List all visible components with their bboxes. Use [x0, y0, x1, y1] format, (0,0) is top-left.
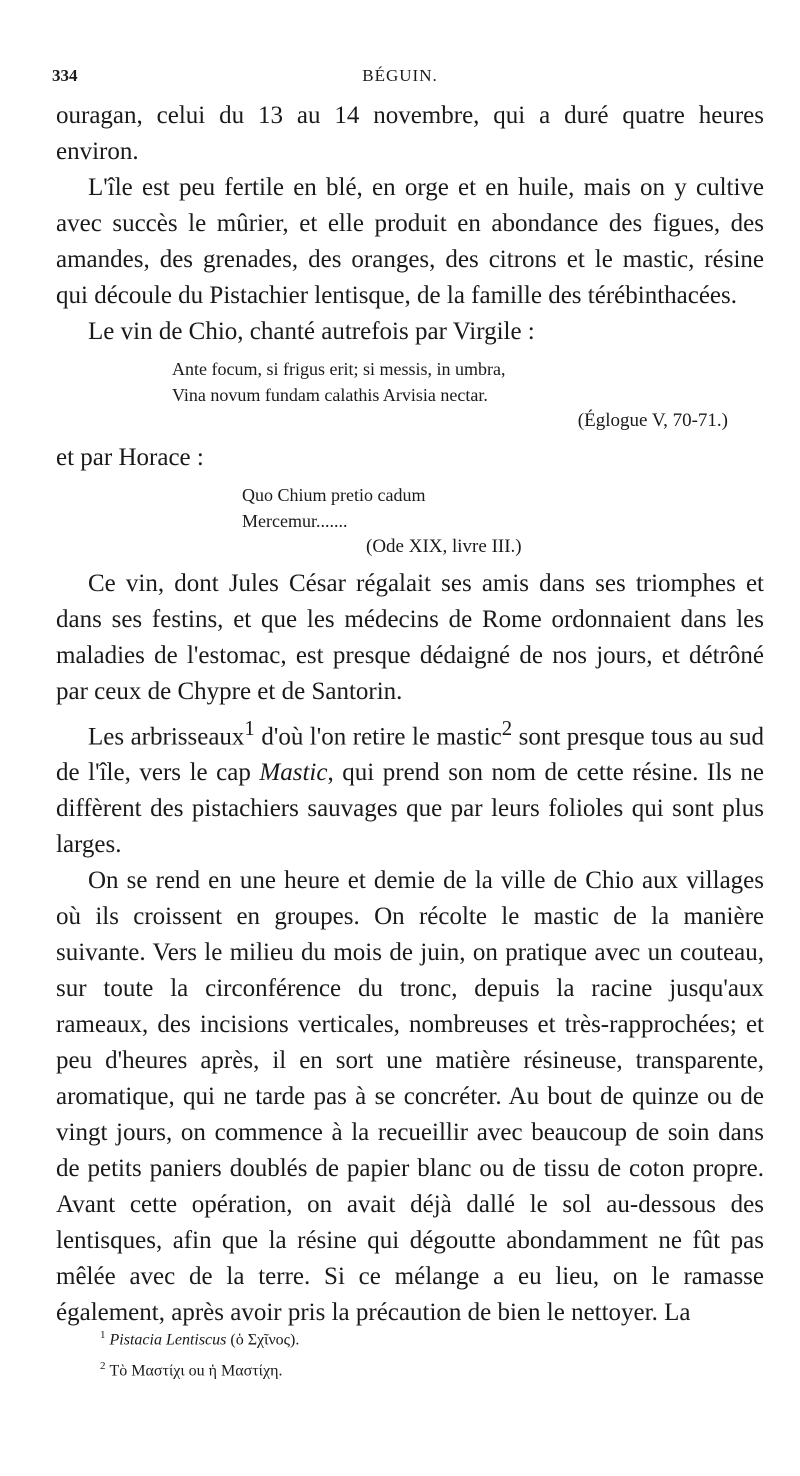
footnote-marker: 2: [100, 1360, 106, 1373]
text-run: , qui prend son nom de cette résine. Ils ne diffèrent des pistachiers sauvages que par leurs folioles qui sont plus larges.: [56, 759, 765, 859]
main-text: [56, 98, 764, 1331]
text-run: d'où l'on retire le mastic: [254, 723, 502, 751]
text-run: sont presque tous au sud de l'île, vers le cap: [56, 723, 764, 787]
quote-line: Mercemur.......: [242, 511, 348, 531]
footnotes: [100, 1322, 299, 1385]
quote-reference: (Ode XIX, livre III.): [366, 536, 522, 557]
quote-line: Quo Chium pretio cadum: [242, 485, 426, 505]
footnote-1: [100, 1322, 299, 1353]
paragraph-3: Le vin de Chio, chanté autrefois par Virgile :: [88, 318, 535, 345]
quote-line: Vina novum fundam calathis Arvisia nectar.: [172, 385, 488, 405]
footnote-text: Pistacia Lentiscus: [109, 1331, 227, 1349]
footnote-text: Τὸ Μαστίχι ou ἡ Μαστίχη.: [109, 1362, 283, 1380]
footnote-ref-2: 2: [501, 716, 513, 740]
footnote-greek: (ὁ Σχῖνος).: [226, 1331, 300, 1349]
quote-reference: (Églogue V, 70-71.): [577, 410, 728, 431]
footnote-ref-1: 1: [244, 716, 255, 740]
paragraph-2: L'île est peu fertile en blé, en orge et en huile, mais on y cultive avec succès le mûrier, et elle produit en abondance des figues, des amandes, des grenades, des oranges, des citrons et le mastic, résine qui découle du Pistachier lentisque, de la famille des térébinthacées.: [56, 174, 764, 309]
cap-mastic-name: Mastic: [259, 759, 328, 787]
running-head: BÉGUIN.: [362, 66, 438, 85]
footnote-2: [100, 1353, 299, 1384]
horace-quote: [242, 482, 764, 560]
quote-line: Ante focum, si frigus erit; si messis, in umbra,: [172, 359, 506, 379]
virgil-quote: [172, 356, 764, 434]
paragraph-6: [56, 710, 764, 863]
paragraph-1: ouragan, celui du 13 au 14 novembre, qui a duré quatre heures environ.: [56, 102, 764, 165]
paragraph-5: Ce vin, dont Jules César régalait ses amis dans ses triomphes et dans ses festins, et que les médecins de Rome ordonnaient dans les maladies de l'estomac, est presque dédaigné de nos jours, et détrôné par ceux de Chypre et de Santorin.: [56, 570, 764, 705]
text-run: Les arbrisseaux: [88, 723, 245, 751]
footnote-marker: 1: [100, 1329, 106, 1341]
paragraph-4: et par Horace :: [56, 444, 204, 471]
page-number: 334: [52, 66, 78, 85]
paragraph-7: On se rend en une heure et demie de la ville de Chio aux villages où ils croissent en groupes. On récolte le mastic de la manière suivante. Vers le milieu du mois de juin, on pratique avec un couteau, sur toute la circonférence du tronc, depuis la racine jusqu'aux rameaux, des incisions verticales, nombreuses et très-rapprochées; et peu d'heures après, il en sort une matière résineuse, transparente, aromatique, qui ne tarde pas à se concréter. Au bout de quinze ou de vingt jours, on commence à la recueillir avec beaucoup de soin dans de petits paniers doublés de papier blanc ou de tissu de coton propre. Avant cette opération, on avait déjà dallé le sol au-dessous des lentisques, afin que la résine qui dégoutte abondamment ne fût pas mêlée avec de la terre. Si ce mélange a eu lieu, on le ramasse également, après avoir pris la précaution de bien le nettoyer. La: [56, 867, 764, 1327]
